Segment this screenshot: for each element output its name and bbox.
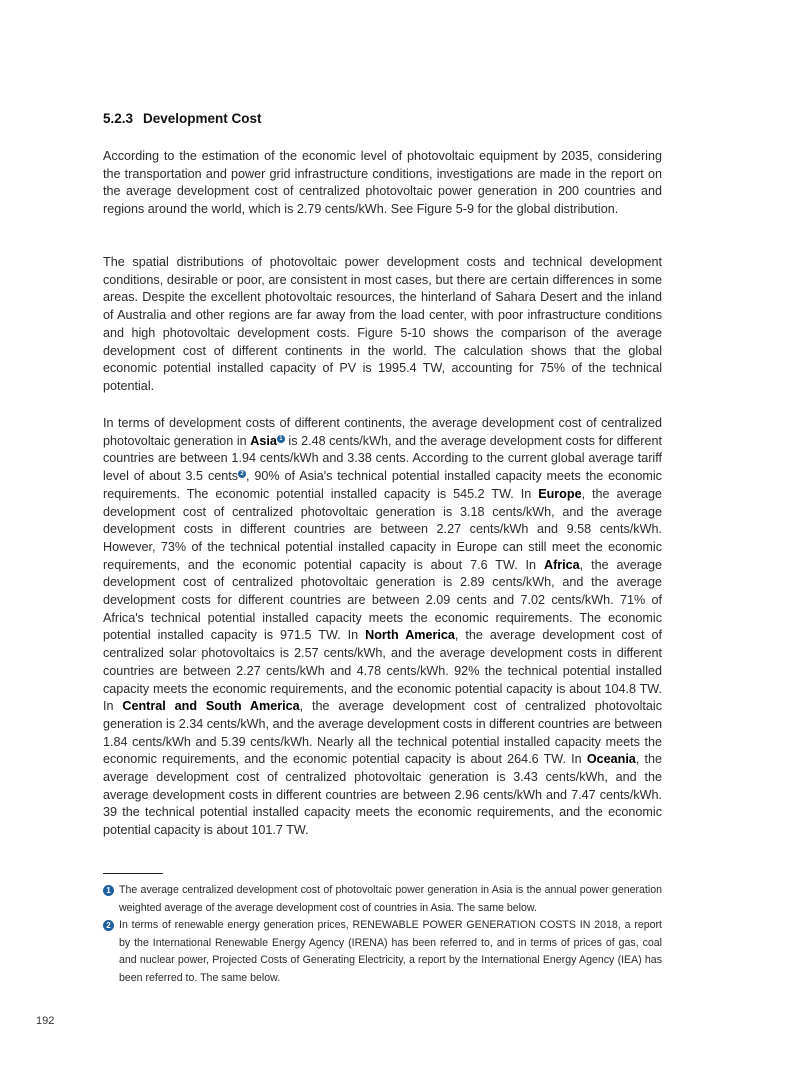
section-heading xyxy=(103,111,262,126)
footnote-marker-icon: 2 xyxy=(103,920,114,931)
section-number: 5.2.3 xyxy=(103,111,134,126)
footnote-2 xyxy=(103,917,662,987)
text-segment: In terms of development costs of different continents, the average development cost of centralized photovoltaic generation in xyxy=(103,416,662,448)
region-asia: Asia xyxy=(250,433,277,448)
text-segment: , the average development cost of centralized photovoltaic generation is 2.89 cents/kWh, and the average development costs for different countries are between 2.09 cents and 7.02 cents/kWh. 71% of Africa's technical potential installed capacity meets the economic requirements. The economic potential installed capacity is 971.5 TW. In xyxy=(103,557,662,643)
region-europe: Europe xyxy=(538,486,582,501)
text-segment: , the average development cost of centralized photovoltaic generation is 3.18 cents/kWh, and the average development costs in different countries are between 2.27 cents/kWh and 9.58 cents/kWh. However, 73% of the technical potential installed capacity in Europe can still meet the economic requirements, and the economic potential capacity is about 7.6 TW. In xyxy=(103,486,662,572)
paragraph-2: The spatial distributions of photovoltaic power development costs and technical development conditions, desirable or poor, are consistent in most cases, but there are certain differences in some areas. Despite the excellent photovoltaic resources, the hinterland of Sahara Desert and the inland of Australia and other regions are far away from the load center, with poor infrastructure conditions and high photovoltaic development costs. Figure 5-10 shows the comparison of the average development cost of different continents in the world. The calculation shows that the global economic potential installed capacity of PV is 1995.4 TW, accounting for 75% of the technical potential. xyxy=(103,255,662,393)
text-segment: , 90% of Asia's technical potential installed capacity meets the economic requirements. The economic potential installed capacity is 545.2 TW. In xyxy=(103,469,662,501)
paragraph-3 xyxy=(103,415,662,840)
footnote-marker-icon: 1 xyxy=(103,885,114,896)
text-segment: , the average development cost of centralized photovoltaic generation is 2.34 cents/kWh, and the average development costs in different countries are between 1.84 cents/kWh and 5.39 cents/kWh. Nearly all the technical potential installed capacity meets the economic requirements, and the economic potential capacity is about 264.6 TW. In xyxy=(103,699,662,767)
text-segment: , the average development cost of centralized photovoltaic generation is 3.43 cents/kWh, and the average development costs in different countries are between 2.96 cents/kWh and 7.47 cents/kWh. 39 the technical potential installed capacity meets the economic requirements, and the economic potential capacity is about 101.7 TW. xyxy=(103,752,662,838)
footnotes xyxy=(103,882,662,988)
region-central-south-america: Central and South America xyxy=(122,699,300,714)
section-title: Development Cost xyxy=(143,111,262,126)
text-segment: is 2.48 cents/kWh, and the average development costs for different countries are between 1.94 cents/kWh and 3.38 cents. According to the current global average tariff level of about 3.5 cents xyxy=(103,433,662,484)
footnote-divider xyxy=(103,873,163,874)
footnote-text: In terms of renewable energy generation prices, RENEWABLE POWER GENERATION COSTS IN 2018, a report by the International Renewable Energy Agency (IRENA) has been referred to, and in terms of prices of gas, coal and nuclear power, Projected Costs of Generating Electricity, a report by the International Energy Agency (IEA) has been referred to. The same below. xyxy=(119,919,662,984)
footnote-ref-2[interactable]: 2 xyxy=(238,470,246,478)
footnote-ref-1[interactable]: 1 xyxy=(277,435,285,443)
text-segment: , the average development cost of centralized solar photovoltaics is 2.57 cents/kWh, and the average development costs in different countries are between 2.27 cents/kWh and 4.78 cents/kWh. 92% the technical potential installed capacity meets the economic requirements, and the economic potential capacity is about 104.8 TW. In xyxy=(103,628,663,714)
footnote-1 xyxy=(103,882,662,917)
page-number: 192 xyxy=(36,1015,55,1027)
region-north-america: North America xyxy=(365,628,455,643)
footnote-text: The average centralized development cost of photovoltaic power generation in Asia is the annual power generation weighted average of the average development cost of countries in Asia. The same below. xyxy=(119,884,662,914)
region-oceania: Oceania xyxy=(586,752,636,767)
paragraph-1: According to the estimation of the economic level of photovoltaic equipment by 2035, considering the transportation and power grid infrastructure conditions, investigations are made in the report on the average development cost of centralized photovoltaic power generation in 200 countries and regions around the world, which is 2.79 cents/kWh. See Figure 5-9 for the global distribution. xyxy=(103,149,662,217)
region-africa: Africa xyxy=(543,557,580,572)
